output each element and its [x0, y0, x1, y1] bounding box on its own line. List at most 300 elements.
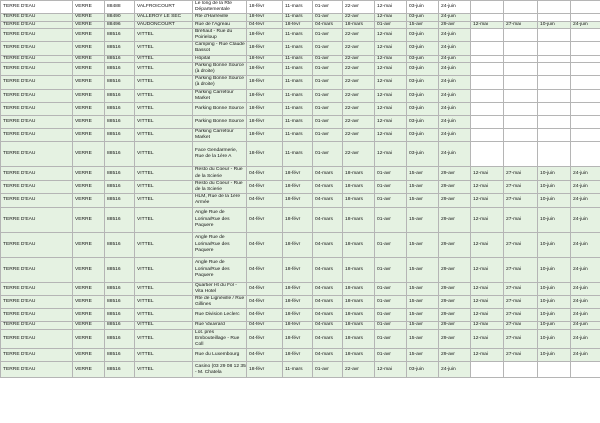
date-cell-11: 24-juin: [571, 349, 600, 362]
date-cell-2: 18-févr: [283, 232, 313, 257]
table-row: [1, 207, 600, 232]
material-cell: VERRE: [73, 142, 105, 167]
date-cell-6: 03-juin: [407, 28, 439, 41]
table-row: [1, 142, 600, 167]
date-cell-6: 15-avr: [407, 21, 439, 28]
date-cell-2: 11-mars: [283, 362, 313, 378]
date-cell-2: 11-mars: [283, 28, 313, 41]
date-cell-2: 18-févr: [283, 296, 313, 309]
date-cell-11: [571, 103, 600, 116]
date-cell-10: 10-juin: [538, 180, 571, 193]
operator-cell: TERRE D'EAU: [1, 42, 73, 55]
material-cell: VERRE: [73, 103, 105, 116]
operator-cell: TERRE D'EAU: [1, 62, 73, 75]
date-cell-8: [471, 28, 504, 41]
date-cell-9: [504, 76, 538, 89]
date-cell-8: 12-mai: [471, 296, 504, 309]
date-cell-5: 12-mai: [375, 89, 407, 102]
postcode-cell: 88516: [105, 42, 135, 55]
date-cell-2: 18-févr: [283, 257, 313, 282]
date-cell-7: 24-juin: [439, 14, 471, 21]
date-cell-8: 12-mai: [471, 207, 504, 232]
date-cell-11: 24-juin: [571, 257, 600, 282]
date-cell-1: 04-févr: [247, 309, 283, 322]
date-cell-9: 27-mai: [504, 309, 538, 322]
date-cell-7: 24-juin: [439, 55, 471, 62]
location-cell: Rue de l'Agreau: [193, 21, 247, 28]
table-row: [1, 129, 600, 142]
date-cell-8: 12-mai: [471, 180, 504, 193]
date-cell-10: 10-juin: [538, 232, 571, 257]
date-cell-3: 01-avr: [313, 129, 343, 142]
date-cell-2: 18-févr: [283, 322, 313, 329]
table-row: [1, 116, 600, 129]
material-cell: VERRE: [73, 282, 105, 295]
date-cell-8: [471, 14, 504, 21]
date-cell-5: 01-avr: [375, 349, 407, 362]
postcode-cell: 88516: [105, 329, 135, 349]
material-cell: VERRE: [73, 180, 105, 193]
operator-cell: TERRE D'EAU: [1, 14, 73, 21]
location-cell: Angle Rue de Lorima/Rue des Paquere: [193, 207, 247, 232]
date-cell-7: 29-avr: [439, 21, 471, 28]
date-cell-9: [504, 28, 538, 41]
date-cell-7: 24-juin: [439, 89, 471, 102]
date-cell-9: [504, 116, 538, 129]
date-cell-2: 11-mars: [283, 14, 313, 21]
postcode-cell: 88516: [105, 55, 135, 62]
date-cell-2: 11-mars: [283, 116, 313, 129]
date-cell-2: 11-mars: [283, 103, 313, 116]
postcode-cell: 88516: [105, 207, 135, 232]
date-cell-8: 12-mai: [471, 322, 504, 329]
operator-cell: TERRE D'EAU: [1, 103, 73, 116]
date-cell-6: 03-juin: [407, 89, 439, 102]
location-cell: Quartier Ht du Fol - Vita Hotel: [193, 282, 247, 295]
date-cell-4: 18-mars: [343, 167, 375, 180]
date-cell-8: 12-mai: [471, 167, 504, 180]
date-cell-3: 04-mars: [313, 309, 343, 322]
table-row: [1, 14, 600, 21]
commune-cell: VITTEL: [135, 207, 193, 232]
date-cell-2: 11-mars: [283, 1, 313, 14]
table-row: [1, 55, 600, 62]
date-cell-4: 18-mars: [343, 329, 375, 349]
date-cell-10: [538, 362, 571, 378]
date-cell-1: 04-févr: [247, 21, 283, 28]
date-cell-5: 01-avr: [375, 194, 407, 207]
material-cell: VERRE: [73, 322, 105, 329]
date-cell-4: 18-mars: [343, 349, 375, 362]
date-cell-8: [471, 129, 504, 142]
date-cell-10: [538, 28, 571, 41]
date-cell-3: 04-mars: [313, 180, 343, 193]
date-cell-5: 01-avr: [375, 232, 407, 257]
date-cell-2: 18-févr: [283, 309, 313, 322]
date-cell-10: 10-juin: [538, 21, 571, 28]
date-cell-5: 12-mai: [375, 62, 407, 75]
date-cell-3: 04-mars: [313, 207, 343, 232]
date-cell-5: 12-mai: [375, 76, 407, 89]
operator-cell: TERRE D'EAU: [1, 28, 73, 41]
date-cell-11: 24-juin: [571, 309, 600, 322]
date-cell-3: 01-avr: [313, 1, 343, 14]
date-cell-3: 04-mars: [313, 232, 343, 257]
date-cell-4: 18-mars: [343, 21, 375, 28]
date-cell-1: 04-févr: [247, 257, 283, 282]
date-cell-11: [571, 89, 600, 102]
location-cell: Parking Bonne Source: [193, 103, 247, 116]
date-cell-11: 24-juin: [571, 207, 600, 232]
location-cell: Rte de Lignéville / Rue Gillines: [193, 296, 247, 309]
operator-cell: TERRE D'EAU: [1, 309, 73, 322]
date-cell-4: 22-avr: [343, 76, 375, 89]
postcode-cell: 88516: [105, 129, 135, 142]
date-cell-3: 04-mars: [313, 21, 343, 28]
table-row: [1, 322, 600, 329]
table-body: [1, 1, 600, 378]
date-cell-1: 18-févr: [247, 42, 283, 55]
location-cell: Parking Carrefour Market: [193, 129, 247, 142]
date-cell-4: 22-avr: [343, 55, 375, 62]
commune-cell: VITTEL: [135, 55, 193, 62]
date-cell-9: 27-mai: [504, 167, 538, 180]
date-cell-9: 27-mai: [504, 232, 538, 257]
date-cell-5: 01-avr: [375, 207, 407, 232]
location-cell: Parking Bonne Source: [193, 116, 247, 129]
commune-cell: VITTEL: [135, 103, 193, 116]
date-cell-8: 12-mai: [471, 194, 504, 207]
date-cell-3: 04-mars: [313, 296, 343, 309]
operator-cell: TERRE D'EAU: [1, 180, 73, 193]
date-cell-5: 12-mai: [375, 103, 407, 116]
table-row: [1, 21, 600, 28]
date-cell-5: 01-avr: [375, 329, 407, 349]
date-cell-8: 12-mai: [471, 232, 504, 257]
table-row: [1, 62, 600, 75]
date-cell-4: 18-mars: [343, 296, 375, 309]
date-cell-1: 18-févr: [247, 142, 283, 167]
date-cell-9: 27-mai: [504, 194, 538, 207]
date-cell-3: 01-avr: [313, 362, 343, 378]
date-cell-11: 24-juin: [571, 21, 600, 28]
date-cell-1: 18-févr: [247, 28, 283, 41]
date-cell-9: 27-mai: [504, 329, 538, 349]
date-cell-11: 24-juin: [571, 180, 600, 193]
date-cell-6: 15-avr: [407, 322, 439, 329]
date-cell-8: [471, 89, 504, 102]
material-cell: VERRE: [73, 309, 105, 322]
date-cell-2: 11-mars: [283, 142, 313, 167]
date-cell-6: 15-avr: [407, 282, 439, 295]
date-cell-11: [571, 362, 600, 378]
date-cell-10: [538, 89, 571, 102]
postcode-cell: 88516: [105, 194, 135, 207]
commune-cell: VALLEROY LE SEC: [135, 14, 193, 21]
commune-cell: VITTEL: [135, 42, 193, 55]
operator-cell: TERRE D'EAU: [1, 322, 73, 329]
date-cell-8: 12-mai: [471, 349, 504, 362]
date-cell-6: 03-juin: [407, 42, 439, 55]
date-cell-8: [471, 55, 504, 62]
date-cell-9: 27-mai: [504, 180, 538, 193]
date-cell-11: [571, 76, 600, 89]
table-row: [1, 257, 600, 282]
date-cell-6: 03-juin: [407, 76, 439, 89]
operator-cell: TERRE D'EAU: [1, 89, 73, 102]
postcode-cell: 88516: [105, 89, 135, 102]
postcode-cell: 88488: [105, 1, 135, 14]
date-cell-1: 18-févr: [247, 362, 283, 378]
material-cell: VERRE: [73, 14, 105, 21]
date-cell-3: 04-mars: [313, 257, 343, 282]
date-cell-8: [471, 103, 504, 116]
date-cell-1: 18-févr: [247, 14, 283, 21]
material-cell: VERRE: [73, 232, 105, 257]
date-cell-10: [538, 1, 571, 14]
date-cell-2: 18-févr: [283, 167, 313, 180]
material-cell: VERRE: [73, 28, 105, 41]
date-cell-7: 24-juin: [439, 142, 471, 167]
date-cell-1: 18-févr: [247, 1, 283, 14]
date-cell-1: 18-févr: [247, 62, 283, 75]
commune-cell: VITTEL: [135, 142, 193, 167]
commune-cell: VITTEL: [135, 329, 193, 349]
commune-cell: VITTEL: [135, 232, 193, 257]
date-cell-7: 29-avr: [439, 282, 471, 295]
material-cell: VERRE: [73, 167, 105, 180]
date-cell-6: 15-avr: [407, 232, 439, 257]
date-cell-9: [504, 14, 538, 21]
date-cell-7: 24-juin: [439, 103, 471, 116]
date-cell-9: [504, 89, 538, 102]
commune-cell: VITTEL: [135, 180, 193, 193]
date-cell-1: 04-févr: [247, 207, 283, 232]
date-cell-7: 29-avr: [439, 167, 471, 180]
date-cell-1: 04-févr: [247, 296, 283, 309]
date-cell-9: 27-mai: [504, 282, 538, 295]
table-row: [1, 296, 600, 309]
location-cell: Rue Vauvrard: [193, 322, 247, 329]
date-cell-11: 24-juin: [571, 167, 600, 180]
date-cell-9: 27-mai: [504, 349, 538, 362]
date-cell-9: [504, 1, 538, 14]
date-cell-4: 18-mars: [343, 194, 375, 207]
material-cell: VERRE: [73, 62, 105, 75]
operator-cell: TERRE D'EAU: [1, 21, 73, 28]
date-cell-4: 22-avr: [343, 103, 375, 116]
location-cell: Casino (03 29 08 12 35 - M. Chatela: [193, 362, 247, 378]
operator-cell: TERRE D'EAU: [1, 116, 73, 129]
material-cell: VERRE: [73, 207, 105, 232]
date-cell-5: 12-mai: [375, 55, 407, 62]
date-cell-4: 22-avr: [343, 14, 375, 21]
date-cell-2: 11-mars: [283, 42, 313, 55]
date-cell-3: 04-mars: [313, 329, 343, 349]
date-cell-6: 15-avr: [407, 180, 439, 193]
date-cell-8: 12-mai: [471, 329, 504, 349]
date-cell-7: 24-juin: [439, 62, 471, 75]
date-cell-9: 27-mai: [504, 21, 538, 28]
commune-cell: VITTEL: [135, 309, 193, 322]
date-cell-10: [538, 42, 571, 55]
date-cell-6: 15-avr: [407, 194, 439, 207]
date-cell-4: 22-avr: [343, 116, 375, 129]
operator-cell: TERRE D'EAU: [1, 129, 73, 142]
date-cell-5: 01-avr: [375, 257, 407, 282]
date-cell-5: 12-mai: [375, 14, 407, 21]
date-cell-6: 03-juin: [407, 14, 439, 21]
material-cell: VERRE: [73, 349, 105, 362]
commune-cell: VITTEL: [135, 362, 193, 378]
date-cell-7: 29-avr: [439, 296, 471, 309]
date-cell-4: 18-mars: [343, 232, 375, 257]
date-cell-9: [504, 362, 538, 378]
date-cell-9: [504, 42, 538, 55]
commune-cell: VITTEL: [135, 296, 193, 309]
table-row: [1, 167, 600, 180]
date-cell-3: 01-avr: [313, 62, 343, 75]
material-cell: VERRE: [73, 42, 105, 55]
date-cell-2: 11-mars: [283, 76, 313, 89]
location-cell: Parking Bonne Source (à droite): [193, 62, 247, 75]
date-cell-5: 12-mai: [375, 116, 407, 129]
location-cell: Resto du Coeur - Rue de la Scierie: [193, 180, 247, 193]
date-cell-6: 15-avr: [407, 167, 439, 180]
commune-cell: VITTEL: [135, 322, 193, 329]
table-row: [1, 28, 600, 41]
table-row: [1, 349, 600, 362]
table-row: [1, 309, 600, 322]
commune-cell: VITTEL: [135, 349, 193, 362]
date-cell-4: 18-mars: [343, 207, 375, 232]
date-cell-8: 12-mai: [471, 21, 504, 28]
date-cell-5: 12-mai: [375, 1, 407, 14]
date-cell-11: 24-juin: [571, 194, 600, 207]
operator-cell: TERRE D'EAU: [1, 207, 73, 232]
date-cell-4: 22-avr: [343, 62, 375, 75]
postcode-cell: 88516: [105, 322, 135, 329]
date-cell-6: 03-juin: [407, 103, 439, 116]
date-cell-7: 24-juin: [439, 1, 471, 14]
date-cell-3: 01-avr: [313, 89, 343, 102]
location-cell: Parking Bonne Source (à droite): [193, 76, 247, 89]
commune-cell: VALFROICOURT: [135, 1, 193, 14]
date-cell-11: [571, 14, 600, 21]
date-cell-1: 04-févr: [247, 329, 283, 349]
date-cell-4: 22-avr: [343, 28, 375, 41]
material-cell: VERRE: [73, 194, 105, 207]
date-cell-10: 10-juin: [538, 207, 571, 232]
date-cell-4: 22-avr: [343, 1, 375, 14]
date-cell-11: 24-juin: [571, 322, 600, 329]
postcode-cell: 88516: [105, 142, 135, 167]
operator-cell: TERRE D'EAU: [1, 232, 73, 257]
commune-cell: VITTEL: [135, 76, 193, 89]
date-cell-7: 24-juin: [439, 76, 471, 89]
date-cell-7: 24-juin: [439, 42, 471, 55]
date-cell-5: 01-avr: [375, 309, 407, 322]
commune-cell: VITTEL: [135, 129, 193, 142]
postcode-cell: 88516: [105, 232, 135, 257]
operator-cell: TERRE D'EAU: [1, 167, 73, 180]
date-cell-10: 10-juin: [538, 296, 571, 309]
table-row: [1, 76, 600, 89]
material-cell: VERRE: [73, 296, 105, 309]
date-cell-8: [471, 362, 504, 378]
date-cell-4: 18-mars: [343, 309, 375, 322]
date-cell-4: 18-mars: [343, 257, 375, 282]
location-cell: Lot. près Embouteillage - Rue Coll: [193, 329, 247, 349]
location-cell: Bréhaut - Rue du Poirieloup: [193, 28, 247, 41]
operator-cell: TERRE D'EAU: [1, 194, 73, 207]
date-cell-6: 03-juin: [407, 1, 439, 14]
postcode-cell: 88516: [105, 116, 135, 129]
date-cell-7: 29-avr: [439, 207, 471, 232]
material-cell: VERRE: [73, 21, 105, 28]
date-cell-9: [504, 103, 538, 116]
location-cell: Parking Carrefour Market: [193, 89, 247, 102]
date-cell-5: 01-avr: [375, 21, 407, 28]
material-cell: VERRE: [73, 257, 105, 282]
date-cell-8: 12-mai: [471, 257, 504, 282]
location-cell: Le long de la Rte Départementale: [193, 1, 247, 14]
date-cell-1: 04-févr: [247, 232, 283, 257]
date-cell-7: 24-juin: [439, 362, 471, 378]
date-cell-7: 29-avr: [439, 257, 471, 282]
date-cell-4: 18-mars: [343, 322, 375, 329]
postcode-cell: 88516: [105, 103, 135, 116]
date-cell-6: 15-avr: [407, 296, 439, 309]
date-cell-1: 18-févr: [247, 89, 283, 102]
postcode-cell: 88516: [105, 28, 135, 41]
date-cell-10: [538, 14, 571, 21]
date-cell-6: 03-juin: [407, 62, 439, 75]
material-cell: VERRE: [73, 55, 105, 62]
date-cell-10: [538, 116, 571, 129]
date-cell-10: [538, 142, 571, 167]
date-cell-3: 01-avr: [313, 14, 343, 21]
date-cell-6: 15-avr: [407, 329, 439, 349]
date-cell-1: 18-févr: [247, 103, 283, 116]
material-cell: VERRE: [73, 362, 105, 378]
date-cell-8: [471, 142, 504, 167]
commune-cell: VITTEL: [135, 194, 193, 207]
postcode-cell: 88516: [105, 167, 135, 180]
date-cell-2: 18-févr: [283, 194, 313, 207]
table-row: [1, 282, 600, 295]
date-cell-9: 27-mai: [504, 207, 538, 232]
date-cell-11: 24-juin: [571, 329, 600, 349]
location-cell: Face Gendarmerie, Rue de la 1ère A: [193, 142, 247, 167]
date-cell-4: 18-mars: [343, 180, 375, 193]
postcode-cell: 88516: [105, 257, 135, 282]
location-cell: Rue Division Leclerc: [193, 309, 247, 322]
location-cell: Angle Rue de Lorima/Rue des Paquere: [193, 257, 247, 282]
date-cell-7: 24-juin: [439, 28, 471, 41]
date-cell-6: 15-avr: [407, 309, 439, 322]
operator-cell: TERRE D'EAU: [1, 55, 73, 62]
table-row: [1, 329, 600, 349]
operator-cell: TERRE D'EAU: [1, 362, 73, 378]
table-row: [1, 89, 600, 102]
date-cell-8: [471, 42, 504, 55]
date-cell-9: 27-mai: [504, 322, 538, 329]
postcode-cell: 88516: [105, 349, 135, 362]
date-cell-1: 04-févr: [247, 180, 283, 193]
date-cell-10: [538, 62, 571, 75]
date-cell-2: 18-févr: [283, 349, 313, 362]
